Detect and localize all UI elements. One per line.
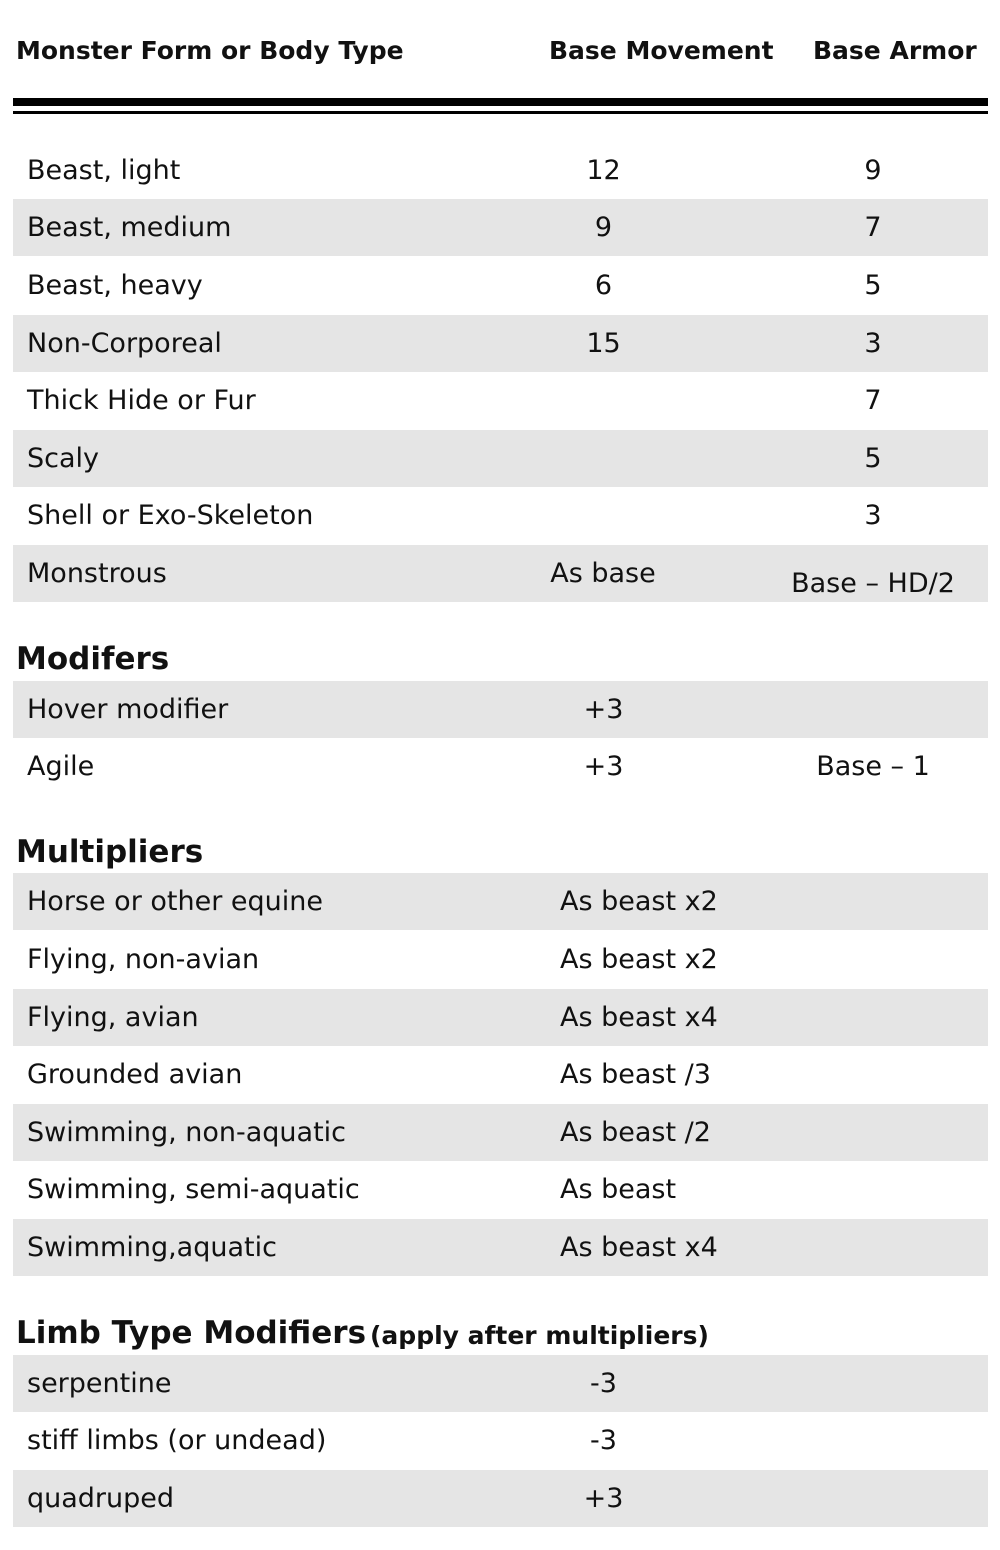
table-row [13, 315, 988, 372]
table-row [13, 1161, 988, 1218]
header-movement-column: Base Movement [549, 36, 774, 65]
table-row [13, 487, 988, 544]
row-armor: Base – HD/2 [791, 568, 955, 599]
header-form-column: Monster Form or Body Type [16, 36, 404, 65]
table-row [13, 1046, 988, 1103]
row-movement: As beast /3 [560, 1059, 711, 1090]
row-armor: 7 [864, 212, 882, 243]
row-name: Beast, light [27, 155, 181, 186]
section-note-limb-modifiers: (apply after multipliers) [370, 1321, 709, 1350]
row-armor: 3 [864, 328, 882, 359]
row-armor: 5 [864, 443, 882, 474]
row-movement: 9 [594, 212, 613, 243]
table-row [13, 199, 988, 256]
row-name: Hover modifier [27, 694, 229, 725]
section-title-multipliers: Multipliers [16, 834, 204, 870]
row-movement: 6 [594, 270, 613, 301]
row-movement: As beast x4 [560, 1002, 718, 1033]
table-row [13, 1104, 988, 1161]
row-name: Grounded avian [27, 1059, 243, 1090]
row-armor: 9 [864, 155, 882, 186]
row-name: Swimming, non-aquatic [27, 1117, 347, 1148]
row-armor: 7 [864, 385, 882, 416]
row-name: Flying, avian [27, 1002, 199, 1033]
row-name: Beast, medium [27, 212, 232, 243]
row-movement: As beast /2 [560, 1117, 711, 1148]
row-name: Swimming,aquatic [27, 1232, 277, 1263]
table-row [13, 142, 988, 199]
row-name: Monstrous [27, 558, 167, 589]
table-row [13, 738, 988, 795]
table-row [13, 372, 988, 429]
row-movement: 12 [586, 155, 621, 186]
row-movement: -3 [590, 1368, 617, 1399]
table-row [13, 1219, 988, 1276]
row-armor: 3 [864, 500, 882, 531]
table-row [13, 681, 988, 738]
table-row [13, 1470, 988, 1527]
row-movement: As base [550, 558, 656, 589]
row-movement: As beast x4 [560, 1232, 718, 1263]
row-movement: +3 [583, 694, 624, 725]
row-name: Shell or Exo-Skeleton [27, 500, 314, 531]
table-row [13, 257, 988, 314]
row-armor: Base – 1 [816, 751, 930, 782]
row-name: Horse or other equine [27, 886, 323, 917]
header-rule-thin [13, 111, 988, 114]
row-name: Flying, non-avian [27, 944, 260, 975]
table-row [13, 430, 988, 487]
row-movement: As beast x2 [560, 944, 718, 975]
row-movement: +3 [583, 751, 624, 782]
row-armor: 5 [864, 270, 882, 301]
table-row [13, 931, 988, 988]
row-name: Agile [27, 751, 95, 782]
header-armor-column: Base Armor [813, 36, 977, 65]
row-name: Beast, heavy [27, 270, 203, 301]
table-row [13, 1412, 988, 1469]
row-movement: 15 [586, 328, 621, 359]
row-movement: As beast x2 [560, 886, 718, 917]
row-movement: As beast [560, 1174, 677, 1205]
row-name: quadruped [27, 1483, 175, 1514]
row-name: Non-Corporeal [27, 328, 222, 359]
section-title-limb-modifiers: Limb Type Modifiers [16, 1315, 367, 1351]
row-name: Swimming, semi-aquatic [27, 1174, 360, 1205]
row-movement: +3 [583, 1483, 624, 1514]
section-title-modifiers: Modifers [16, 641, 170, 677]
header-rule-thick [13, 98, 988, 106]
table-row [13, 989, 988, 1046]
row-name: Thick Hide or Fur [27, 385, 256, 416]
row-name: Scaly [27, 443, 100, 474]
table-row [13, 545, 988, 602]
table-row [13, 873, 988, 930]
row-movement: -3 [590, 1425, 617, 1456]
row-name: serpentine [27, 1368, 172, 1399]
table-row [13, 1355, 988, 1412]
row-name: stiff limbs (or undead) [27, 1425, 327, 1456]
